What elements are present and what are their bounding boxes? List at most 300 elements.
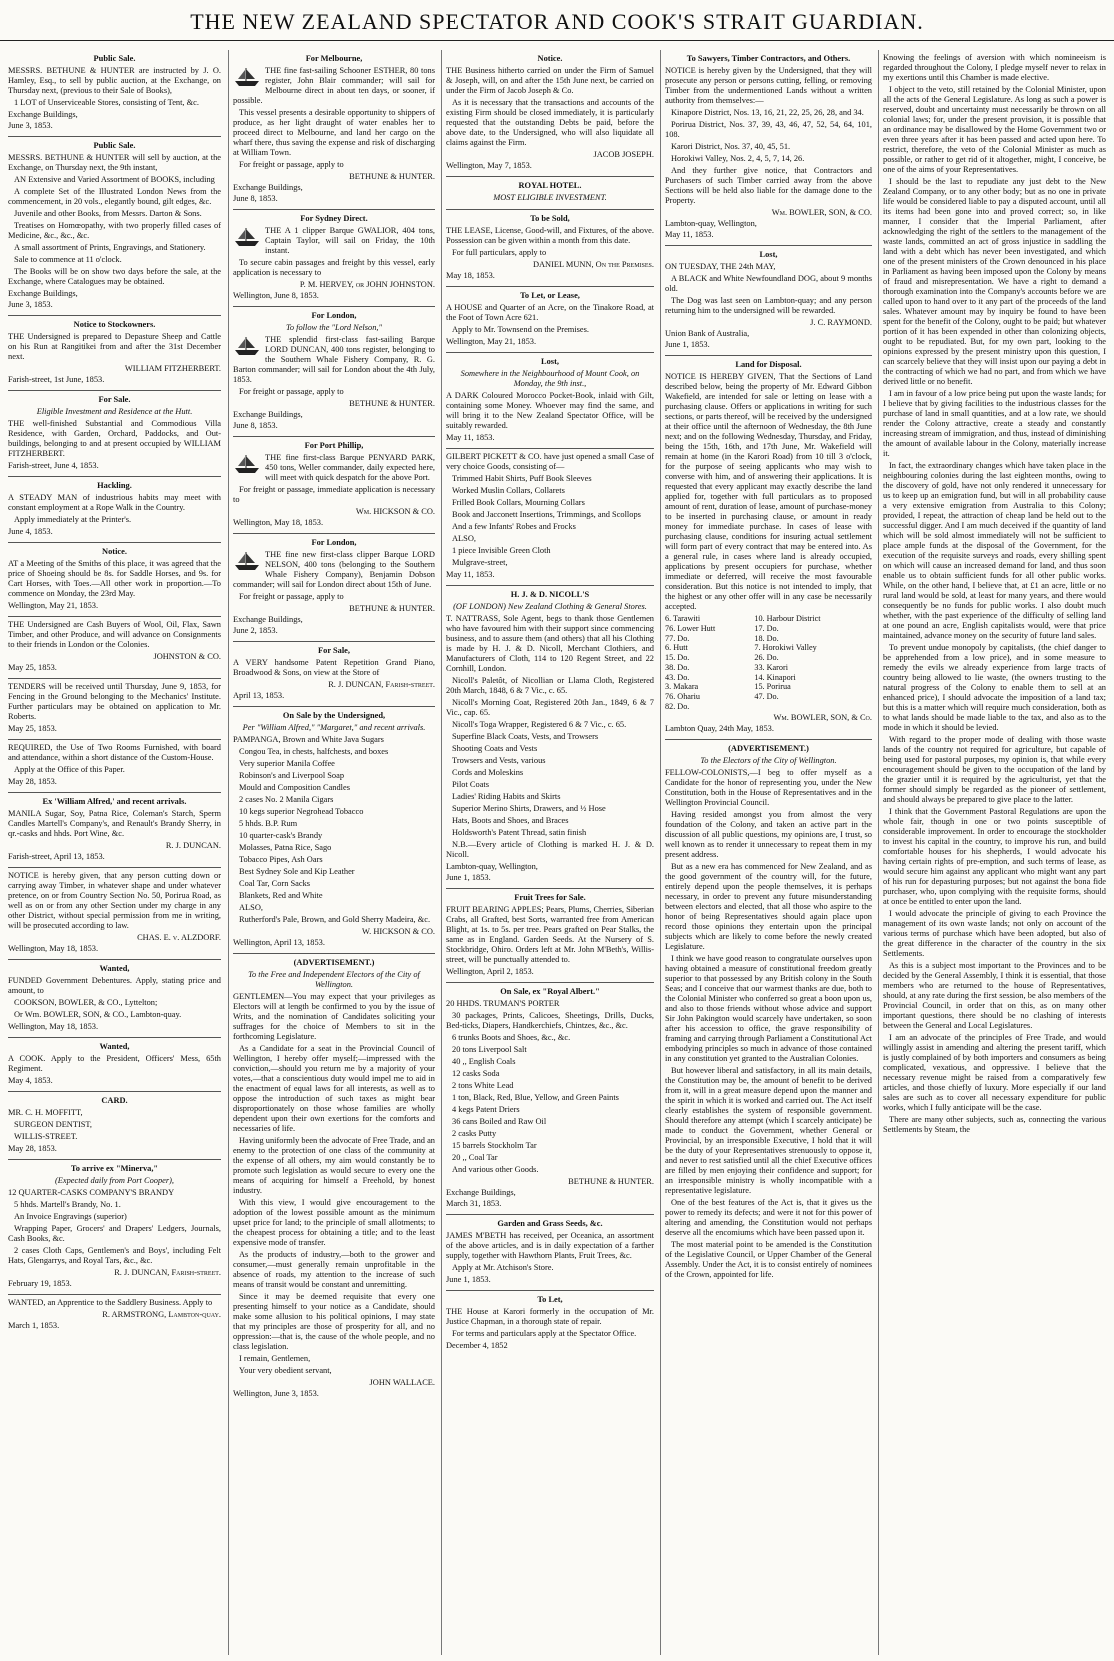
advertisement xyxy=(8,316,221,391)
ad-paragraph: Juvenile and other Books, from Messrs. Darton & Sons. xyxy=(14,209,202,218)
ad-dateline: Wellington, May 18, 1853. xyxy=(233,518,324,527)
advertisement xyxy=(233,307,435,437)
ad-paragraph: Rutherford's Pale, Brown, and Gold Sherry Madeira, &c. xyxy=(239,915,431,924)
advertisement xyxy=(8,391,221,477)
ad-paragraph: FRUIT BEARING APPLES; Pears, Plums, Cherries, Siberian Crabs, all Grafted, best Sorts, warranted free from American Blight, at 1s. to 5s. per tree. Pears grafted on Pear Stalks, the same as in England. Garden Seeds. At the Nursery of S. Stockbridge, Ohiro. Orders left at Mr. John M'Beth's, Willis-street, will be punctually attended to. xyxy=(446,905,654,964)
ad-heading: (ADVERTISEMENT.) xyxy=(293,958,375,967)
ad-paragraph: 4 kegs Patent Driers xyxy=(452,1105,520,1114)
ad-paragraph: FELLOW-COLONISTS,—I beg to offer myself as a Candidate for the honor of representing you, under the New Constitution, both in the House of Representatives and in the Wellington Provincial Council. xyxy=(665,767,872,807)
ad-paragraph: THE A 1 clipper Barque GWALIOR, 404 tons, Captain Taylor, will sail on Friday, the 10th instant. xyxy=(265,226,435,255)
section-cell: 10. Harbour District xyxy=(754,614,821,623)
section-cell: 6. Hutt xyxy=(665,643,688,653)
ad-paragraph: With this view, I would give encouragement to the adoption of the lowest possible amount as the minimum upset price for land; to the principle of small allotments; to the cheapest process for obtaining a title; and to the least expensive mode of transfer. xyxy=(233,1198,435,1247)
column-1 xyxy=(4,50,225,1655)
ad-dateline: May 28, 1853. xyxy=(8,777,57,786)
ad-heading: Notice to Stockowners. xyxy=(73,320,156,329)
ad-paragraph: AN Extensive and Varied Assortment of BOOKS, including xyxy=(14,175,215,184)
ad-paragraph: Sale to commence at 11 o'clock. xyxy=(14,255,122,264)
ad-paragraph: 2 cases No. 2 Manila Cigars xyxy=(239,795,334,804)
ad-subheading: To the Electors of the City of Wellington. xyxy=(700,755,837,765)
ad-dateline: Lambton-quay, Wellington, xyxy=(446,862,538,871)
ad-dateline: June 1, 1853. xyxy=(446,873,491,882)
ad-paragraph: Mulgrave-street, xyxy=(452,558,508,567)
ad-dateline: Exchange Buildings, xyxy=(8,289,78,298)
ad-paragraph: To prevent undue monopoly by capitalists, (the chief danger to be apprehended from a low price), and in some measure to remedy the evils we already experience from large tracts of country being allowed to lie waste, (the owners trusting to the natural progress of the Colony to enable them to sell at an enhanced price), I should advocate the imposition of a land tax; but this is a matter which will require much consideration, both as to what lands should be made liable to the tax, and also as to the mode in which it should be levied. xyxy=(883,643,1106,732)
ad-paragraph: NOTICE is hereby given, that any person cutting down or carrying away Timber, in whatever shape and under whatever pretence, on or from Country Section No. 50, Porirua Road, as well as on or from any other Section under my charge in any other District, without special permission from me in writing, will be prosecuted according to law. xyxy=(8,871,221,930)
ad-paragraph: Shooting Coats and Vests xyxy=(452,744,538,753)
advertisement xyxy=(8,137,221,316)
ad-paragraph: With regard to the proper mode of dealing with those waste lands of the country not required for agriculture, but capable of being used for pastoral purposes, my opinion is, that while every encouragement should be given to the occupation of the land by the grazier until it is required by the agriculturist, yet that the former should simply be regarded as the pioneer of settlement, and should always be prepared to give place to the latter. xyxy=(883,735,1106,804)
advertisement xyxy=(883,50,1106,1141)
ad-paragraph: WILLIS-STREET. xyxy=(14,1132,78,1141)
advertisement xyxy=(8,679,221,740)
sections-row xyxy=(665,682,872,692)
ad-heading: On Sale by the Undersigned, xyxy=(282,711,386,720)
ad-paragraph: 5 hhds. Martell's Brandy, No. 1. xyxy=(14,1200,121,1209)
ad-paragraph: I think we have good reason to congratulate ourselves upon having obtained a measure of constitutional freedom greatly superior to that possessed by any British colony in the South Seas; and I conceive that our warmest thanks are due, both to the Colonial Minister who conferred so great a boon upon us, and also to those friends without whose advice and support Sir John Pakington would scarcely have undertaken, so soon after his accession to office, the grave responsibility of framing and carrying through Parliament a Constitutional Act embodying principles so much in advance of those contained in any constitution yet granted to the Australian Colonies. xyxy=(665,953,872,1063)
ad-signature: BETHUNE & HUNTER. xyxy=(349,399,435,408)
advertisement xyxy=(8,1092,221,1160)
ad-dateline: March 1, 1853. xyxy=(8,1321,60,1330)
sections-row xyxy=(665,673,872,683)
ad-dateline: Wellington, May 21, 1853. xyxy=(446,337,537,346)
column-5 xyxy=(878,50,1110,1655)
ad-paragraph: Nicoll's Toga Wrapper, Registered 6 & 7 Vic., c. 65. xyxy=(452,720,627,729)
ad-heading: Ex 'William Alfred,' and recent arrivals. xyxy=(42,797,187,806)
ad-heading: (ADVERTISEMENT.) xyxy=(728,743,809,753)
ad-dateline: Union Bank of Australia, xyxy=(665,329,750,338)
ad-dateline: Exchange Buildings, xyxy=(233,410,303,419)
ad-heading: Notice. xyxy=(537,54,563,63)
ad-paragraph: 40 ,, English Coals xyxy=(452,1057,516,1066)
advertisement xyxy=(8,1038,221,1092)
ad-heading: For London, xyxy=(311,311,357,320)
ad-paragraph: ON TUESDAY, THE 24th MAY, xyxy=(665,262,776,271)
ad-signature: WILLIAM FITZHERBERT. xyxy=(124,364,221,373)
ad-signature: P. M. HERVEY, or JOHN JOHNSTON. xyxy=(299,280,435,289)
advertisement xyxy=(446,983,654,1215)
advertisement xyxy=(446,586,654,889)
ad-paragraph: Nicoll's Morning Coat, Registered 20th Jan., 1849, 6 & 7 Vic., cap. 65. xyxy=(446,698,654,717)
ad-paragraph: 1 ton, Black, Red, Blue, Yellow, and Green Paints xyxy=(452,1093,619,1102)
ad-paragraph: Horokiwi Valley, Nos. 2, 4, 5, 7, 14, 26. xyxy=(671,154,805,163)
ad-paragraph: As it is necessary that the transactions and accounts of the existing Firm should be closed immediately, it is particularly requested that the outstanding Debts be paid, before the above date, to the Undersigned, who will also liquidate all claims against the Firm. xyxy=(446,98,654,147)
section-cell: 15. Do. xyxy=(665,653,690,662)
ad-paragraph: For freight or passage, apply to xyxy=(239,387,344,396)
ad-paragraph: Molasses, Patna Rice, Sago xyxy=(239,843,332,852)
section-cell: 3. Makara xyxy=(665,682,699,692)
ad-paragraph: THE fine first-class Barque PENYARD PARK, 450 tons, Weller commander, daily expected here, will meet with quick despatch for the above Port. xyxy=(265,453,435,482)
ad-paragraph: ALSO, xyxy=(452,534,476,543)
ad-paragraph: Nicoll's Paletôt, of Nicollian or Llama Cloth, Registered 20th March, 1848, 6 & 7 Vic., c. 65. xyxy=(446,676,654,695)
ad-heading: Fruit Trees for Sale. xyxy=(514,893,586,902)
advertisement xyxy=(8,868,221,960)
ad-heading: Public Sale. xyxy=(93,54,136,63)
advertisement xyxy=(446,889,654,983)
advertisement xyxy=(665,740,872,1286)
ad-dateline: May 18, 1853. xyxy=(446,271,495,280)
ad-paragraph: THE splendid first-class fast-sailing Barque LORD DUNCAN, 400 tons register, belonging to the Southern Whale Fishery Company, R. G. Barton commander; will sail for London about the 4th July, 1853. xyxy=(233,335,435,384)
ad-subheading: To the Free and Independent Electors of the City of Wellington. xyxy=(248,970,420,989)
advertisement xyxy=(233,437,435,534)
ad-paragraph: Trimmed Habit Shirts, Puff Book Sleeves xyxy=(452,474,592,483)
ad-paragraph: I think that the Government Pastoral Regulations are upon the whole fair, though in one or two points susceptible of considerable improvement. In order to encourage the stockholder to invest his capital in the country, to improve his run, and build comfortable houses for his shepherds, I would advocate his having certain rights of pre-emption, and such terms of lease, as would secure him against any applicant who might want any part of his run for depasturing purposes; but not against the bona fide purchaser, who, upon complying with the requisite forms, should at once be entitled to enter upon the land. xyxy=(883,807,1106,906)
ad-paragraph: I am an advocate of the principles of Free Trade, and would willingly assist in amending and altering the present tariff, which is justly complained of by both importers and consumers as being complicated, vexatious, and oppressive. I believe that the necessary revenue might be raised from a comparatively few articles, and those chiefly of luxury. More especially if our land sales are such as to cover all necessary expenditure for public works, which I fully anticipate will be the case. xyxy=(883,1033,1106,1112)
ad-signature: BETHUNE & HUNTER. xyxy=(568,1177,654,1186)
ad-paragraph: One of the best features of the Act is, that it gives us the power to remedy its defects; and were it not for this power of altering and amending, the Constitution would not perhaps deserve all the encomiums which have been passed upon it. xyxy=(665,1197,872,1237)
ad-dateline: June 2, 1853. xyxy=(233,626,278,635)
ad-heading: To be Sold, xyxy=(530,214,570,223)
ad-paragraph: Mould and Composition Candles xyxy=(239,783,350,792)
ad-heading: H. J. & D. NICOLL'S xyxy=(510,590,590,599)
ad-paragraph: As the products of industry,—both to the grower and consumer,—must generally remain unprofitable in the absence of roads, my attention to the increase of such means of transit would be constant and unremitting. xyxy=(233,1250,435,1289)
ad-paragraph: Book and Jacconett Insertions, Trimmings, and Scollops xyxy=(452,510,641,519)
ship-icon xyxy=(233,67,261,87)
advertisement xyxy=(446,177,654,210)
ad-paragraph: I remain, Gentlemen, xyxy=(239,1354,311,1363)
ship-icon xyxy=(233,227,261,247)
ad-paragraph: JAMES M'BETH has received, per Oceanica, an assortment of the above articles, and is in daily expectation of a farther supply, together with Hawthorn Plants, Fruit Trees, &c. xyxy=(446,1231,654,1260)
ad-dateline: Wellington, June 8, 1853. xyxy=(233,291,319,300)
ad-signature: R. J. DUNCAN. xyxy=(165,841,221,850)
ad-paragraph: For terms and particulars apply at the Spectator Office. xyxy=(452,1329,637,1338)
section-cell: 14. Kinapori xyxy=(754,672,796,682)
section-cell: 77. Do. xyxy=(665,633,690,643)
ad-dateline: May 4, 1853. xyxy=(8,1076,53,1085)
ad-dateline: May 11, 1853. xyxy=(665,230,714,239)
masthead xyxy=(0,0,1114,41)
advertisement xyxy=(446,287,654,353)
ad-paragraph: Kinapore District, Nos. 13, 16, 21, 22, 25, 26, 28, and 34. xyxy=(671,108,864,117)
ad-dateline: Wellington, May 18, 1853. xyxy=(8,1022,99,1031)
ad-dateline: June 4, 1853. xyxy=(8,527,53,536)
ad-heading: For Sale, xyxy=(318,646,350,655)
advertisement xyxy=(233,642,435,707)
ad-signature: R. ARMSTRONG, Lambton-quay. xyxy=(102,1310,221,1319)
ad-paragraph: MR. C. H. MOFFITT, xyxy=(8,1108,83,1117)
ad-paragraph: I object to the veto, still retained by the Colonial Minister, upon all the acts of the General Legislature. As long as such a power is reserved, doubt and uncertainty must necessarily be thrown on all colonial laws; for, under the present provision, it is possible that an ordinance may be disallowed by the Home Government two or even three years after it has been passed and acted upon here. To restrict, therefore, the veto of the Colonial Minister as much as possible, or rather to get rid of it altogether, might, I conceive, be one of the aims of your Representatives. xyxy=(883,85,1106,174)
ad-paragraph: THE Undersigned are Cash Buyers of Wool, Oil, Flax, Sawn Timber, and other Produce, and will advance on Consignments to their friends in London or the Colonies. xyxy=(8,620,221,649)
ad-paragraph: But as a new era has commenced for New Zealand, and as the good government of the country will, for the future, entirely depend upon the people themselves, it is perhaps necessary, in order to prevent any future misunderstanding between electors and elected, that all those who aspire to the honor of being Representatives should again place upon record those opinions they entertain upon the principal subjects which are likely to come before the newly created Legislature. xyxy=(665,861,872,951)
ad-paragraph: Apply to Mr. Townsend on the Premises. xyxy=(452,325,589,334)
ad-paragraph: The Books will be on show two days before the sale, at the Exchange, where Catalogues may be obtained. xyxy=(8,267,221,286)
ad-signature: DANIEL MUNN, On the Premises. xyxy=(532,260,654,269)
ad-dateline: Wellington, May 7, 1853. xyxy=(446,161,532,170)
ad-heading: Land for Disposal. xyxy=(735,360,802,369)
ad-dateline: Wellington, May 18, 1853. xyxy=(8,944,99,953)
ad-paragraph: 20 tons Liverpool Salt xyxy=(452,1045,527,1054)
ad-paragraph: 20 HHDS. TRUMAN'S PORTER xyxy=(446,999,560,1008)
ad-paragraph: Apply at Mr. Atchison's Store. xyxy=(452,1263,554,1272)
ad-paragraph: There are many other subjects, such as, connecting the various Settlements by Steam, the xyxy=(883,1115,1106,1134)
newspaper-title: THE NEW ZEALAND SPECTATOR AND COOK'S STRAIT GUARDIAN. xyxy=(190,9,924,34)
ad-paragraph: For freight or passage, apply to xyxy=(239,592,344,601)
ad-subheading: MOST ELIGIBLE INVESTMENT. xyxy=(493,193,607,202)
ad-dateline: June 1, 1853. xyxy=(665,340,710,349)
ad-paragraph: 2 cases Cloth Caps, Gentlemen's and Boys', including Felt Hats, Glengarrys, and Royal Tars, &c., &c. xyxy=(8,1246,221,1265)
section-cell: 18. Do. xyxy=(754,633,779,643)
ad-paragraph: THE well-finished Substantial and Commodious Villa Residence, with Garden, Orchard, Paddocks, and Out-buildings, belonging to and at present occupied by WILLIAM FITZHERBERT. xyxy=(8,419,221,458)
advertisement xyxy=(665,246,872,356)
advertisement xyxy=(233,707,435,954)
ship-icon xyxy=(233,551,261,571)
ad-dateline: May 25, 1853. xyxy=(8,724,57,733)
ad-paragraph: For freight or passage, apply to xyxy=(239,160,344,169)
ad-signature: R. J. DUNCAN, Farish-street. xyxy=(114,1268,221,1277)
column-4 xyxy=(660,50,876,1655)
ad-signature: Wm. BOWLER, SON, & Co. xyxy=(773,712,872,722)
ad-paragraph: Coal Tar, Corn Sacks xyxy=(239,879,311,888)
section-cell: 38. Do. xyxy=(665,662,690,672)
ad-dateline: Exchange Buildings, xyxy=(446,1188,516,1197)
ad-paragraph: Hats, Boots and Shoes, and Braces xyxy=(452,816,569,825)
ad-paragraph: I should be the last to repudiate any just debt to the New Zealand Company, or to any other body; but as no one in private life would be considered liable to pay a disputed account, until all its items had been gone into and proved correct; so, in like manner, I consider that the Imperial Parliament, after acknowledging the right of the settlers to the management of the waste lands, committed an act of gross injustice in saddling the land with a debt which has never been investigated, and which one of the present ministers of the Crown denounced in his place in Parliament as having been imposed upon the Colony by means of fraud and misrepresentation. We have a right to demand a thorough examination into the Company's accounts before we are called upon to hand over to it any part of the proceeds of the land sales. Whatever amount may by inquiry be found to have been spent for the benefit of the Colony, ought to be paid; but whatever portion of it has been expended in other than colonizing objects, ought to be repudiated. But, for my own part, looking to the opinions expressed by the present ministry upon this question, I can scarcely believe that they will insist upon our paying a debt in the contracting of which we had no part, and from which we have derived little or no benefit. xyxy=(883,177,1106,386)
ad-heading: For Melbourne, xyxy=(305,54,363,63)
advertisement xyxy=(8,1295,221,1336)
ad-subheading: To follow the "Lord Nelson," xyxy=(286,323,382,332)
ad-dateline: Wellington, June 3, 1853. xyxy=(233,1389,319,1398)
ship-icon xyxy=(233,454,261,474)
ad-paragraph: Apply at the Office of this Paper. xyxy=(14,765,125,774)
ad-paragraph: As a Candidate for a seat in the Provincial Council of Wellington, I hereby offer myself;—impressed with the conviction,—should you return me by a majority of your votes,—that a conscientious duty would impel me to aid in the enactment of equal laws for all interests, as well as to oppose the introduction of such taxes as might bear disproportionately on those whose families are wholly dependent upon their own exertions for the comforts and necessaries of life. xyxy=(233,1044,435,1133)
ad-paragraph: 2 tons White Lead xyxy=(452,1081,514,1090)
ad-dateline: June 3, 1853. xyxy=(8,300,53,309)
ad-signature: JOHN WALLACE. xyxy=(369,1378,435,1387)
ad-paragraph: This vessel presents a desirable opportunity to shippers of produce, as her light draught of water enables her to proceed direct to Melbourne, and land her cargo on the wharf there, thus saving the expense and risk of discharging at William Town. xyxy=(233,108,435,157)
ad-paragraph: Trowsers and Vests, various xyxy=(452,756,546,765)
ad-heading: Lost, xyxy=(759,250,778,259)
ad-dateline: May 28, 1853. xyxy=(8,1144,57,1153)
ad-dateline: June 8, 1853. xyxy=(233,421,278,430)
ad-signature: BETHUNE & HUNTER. xyxy=(349,172,435,181)
section-cell: 47. Do. xyxy=(754,692,779,701)
ad-dateline: June 8, 1853. xyxy=(233,194,278,203)
ad-paragraph: T. NATTRASS, Sole Agent, begs to thank those Gentlemen who have favoured him with their support since commencing business, and to assure them (and others) that all his Clothing is made by H. J. & D. Nicoll, Merchant Clothiers, and Manufacturers of Cloth, 114 to 120 Regent Street, and 22 Cornhill, London. xyxy=(446,614,654,673)
ad-subheading: Somewhere in the Neighbourhood of Mount Cook, on Monday, the 9th inst., xyxy=(460,369,640,388)
advertisement xyxy=(8,740,221,793)
advertisement xyxy=(665,50,872,246)
section-cell: 6. Tarawiti xyxy=(665,614,701,623)
ad-dateline: February 19, 1853. xyxy=(8,1279,72,1288)
ad-signature: R. J. DUNCAN, Farish-street. xyxy=(328,680,435,689)
section-cell: 76. Ohariu xyxy=(665,692,701,701)
ad-paragraph: GENTLEMEN—You may expect that your privileges as Electors will at length be confirmed to you by the issue of Writs, and the nomination of Candidates soliciting your suffrages for the choice of Members to sit in the forthcoming Legislature. xyxy=(233,992,435,1041)
ad-paragraph: And a few Infants' Robes and Frocks xyxy=(452,522,576,531)
ad-paragraph: ALSO, xyxy=(239,903,263,912)
ad-heading: Wanted, xyxy=(99,1042,130,1051)
sections-row xyxy=(665,692,872,702)
ad-paragraph: To secure cabin passages and freight by this vessel, early application is necessary to xyxy=(233,258,435,277)
ad-signature: JOHNSTON & CO. xyxy=(153,652,221,661)
ad-heading: For Sale. xyxy=(98,395,131,404)
advertisement xyxy=(8,543,221,617)
ad-heading: CARD. xyxy=(101,1096,128,1105)
ad-paragraph: Holdsworth's Patent Thread, satin finish xyxy=(452,828,587,837)
sections-row xyxy=(665,653,872,663)
ad-paragraph: Pilot Coats xyxy=(452,780,489,789)
ad-paragraph: Knowing the feelings of aversion with which nomineeism is regarded throughout the Colony, I pledge myself never to relax in my exertions until this Chamber is made elective. xyxy=(883,53,1106,82)
ad-heading: Wanted, xyxy=(99,964,130,973)
ad-paragraph: Karori District, Nos. 37, 40, 45, 51. xyxy=(671,142,791,151)
section-cell: 15. Porirua xyxy=(754,682,791,692)
advertisement xyxy=(8,477,221,543)
ad-paragraph: As this is a subject most important to the Provinces and to be decided by the General Assembly, I think it is essential, that those members who are returned to the house of Representatives, should, at any rate during the first session, be also members of the Provincial Council, in order that on this, as on many other important questions, there should be no clashing of interests between the General and Local Legislatures. xyxy=(883,961,1106,1030)
ad-signature: BETHUNE & HUNTER. xyxy=(349,604,435,613)
section-cell: 82. Do. xyxy=(665,701,690,711)
ad-paragraph: N.B.—Every article of Clothing is marked H. J. & D. Nicoll. xyxy=(446,840,654,859)
ad-dateline: March 31, 1853. xyxy=(446,1199,502,1208)
advertisement xyxy=(233,534,435,642)
ad-paragraph: In fact, the extraordinary changes which have taken place in the neighbouring colonies during the last eighteen months, owing to the discovery of gold, have not only rendered it unnecessary for us to keep up an emigration fund, but will in all probability cause a very extensive emigration from Australia to this Colony; provided, I repeat, the attraction of cheap land be held out to the successful digger. And I am much deceived if the quantity of land which will be sold almost immediately will not be sufficient to place ample funds at the disposal of the Government, for the execution of the requisite surveys and roads, every shilling spent on which will cause an increased demand for land, and thus soon enable us to obtain sufficient funds for all other public works. While, on the other hand, I believe that, at £1 an acre, little or no rural land would be sold, at least for many years, and there would consequently be no funds for public works. I also doubt much whether, with the past experience of the difficulty of selling land at one pound an acre, English capitalists would, were that price maintained, advance money on the security of future land sales. xyxy=(883,461,1106,640)
ad-paragraph: WANTED, an Apprentice to the Saddlery Business. Apply to xyxy=(8,1298,213,1307)
ad-heading: For Port Phillip, xyxy=(304,441,364,450)
ad-paragraph: 12 casks Soda xyxy=(452,1069,500,1078)
ad-signature: Wm. HICKSON & CO. xyxy=(355,507,435,516)
ad-dateline: Exchange Buildings, xyxy=(8,110,78,119)
section-cell: 26. Do. xyxy=(754,653,779,662)
ad-heading: Lost, xyxy=(541,357,559,366)
sections-row xyxy=(665,624,872,634)
ad-heading: To Let, or Lease, xyxy=(520,291,580,300)
ad-dateline: Farish-street, April 13, 1853. xyxy=(8,852,105,861)
ad-heading: Notice. xyxy=(102,547,127,556)
ad-subheading: (Expected daily from Port Cooper), xyxy=(54,1176,174,1185)
ad-dateline: Exchange Buildings, xyxy=(233,615,303,624)
ad-paragraph: For full particulars, apply to xyxy=(452,248,547,257)
ad-paragraph: NOTICE is hereby given by the Undersigned, that they will prosecute any person or persons cutting, felling, or removing Timber from the undermentioned Lands without a written authority from themselves:— xyxy=(665,66,872,105)
ad-dateline: Exchange Buildings, xyxy=(233,183,303,192)
ad-dateline: Farish-street, 1st June, 1853. xyxy=(8,375,105,384)
ad-dateline: June 1, 1853. xyxy=(446,1275,491,1284)
ad-subheading: Eligible Investment and Residence at the Hutt. xyxy=(36,407,193,416)
ad-dateline: December 4, 1852 xyxy=(446,1341,508,1350)
ad-paragraph: PAMPANGA, Brown and White Java Sugars xyxy=(233,735,384,744)
ad-paragraph: Having uniformly been the advocate of Free Trade, and an enemy to the protection of one class of the community at the expense of all others, my aim would constantly be to promote such legislation as would secure to every one the means of acquiring for himself a Freehold, by honest industry. xyxy=(233,1136,435,1195)
advertisement xyxy=(446,210,654,287)
ad-heading: ROYAL HOTEL. xyxy=(518,181,582,190)
ad-signature: Wm. BOWLER, SON, & CO. xyxy=(771,208,872,217)
ad-paragraph: Ladies' Riding Habits and Skirts xyxy=(452,792,561,801)
ad-paragraph: THE fine fast-sailing Schooner ESTHER, 80 tons register, John Blair commander; will sail for Melbourne direct in about ten days, or sooner, if possible. xyxy=(233,66,435,105)
ad-paragraph: TENDERS will be received until Thursday, June 9, 1853, for Fencing in the Ground belonging to the Mechanics' Institute. Further particulars may be obtained on application to Mr. Roberts. xyxy=(8,682,221,721)
ad-heading: Garden and Grass Seeds, &c. xyxy=(497,1219,603,1228)
ad-dateline: Wellington, May 21, 1853. xyxy=(8,601,99,610)
ad-heading: For London, xyxy=(311,538,357,547)
ad-paragraph: Porirua District, Nos. 37, 39, 43, 46, 47, 52, 54, 64, 101, 108. xyxy=(665,120,872,139)
ad-paragraph: The most material point to be amended is the Constitution of the Legislative Council, or Upper Chamber of the General Assembly. Under the Act, it is to consist entirely of nominees of the Crown, appointed for life. xyxy=(665,1239,872,1279)
section-cell: 33. Karori xyxy=(754,662,789,672)
advertisement xyxy=(8,1160,221,1295)
ad-paragraph: Superior Merino Shirts, Drawers, and ½ Hose xyxy=(452,804,606,813)
ad-dateline: Lambton Quay, 24th May, 1853. xyxy=(665,723,774,733)
ad-heading: To arrive ex "Minerva," xyxy=(70,1164,159,1173)
ad-dateline: May 11, 1853. xyxy=(446,570,495,579)
ad-signature: W. HICKSON & CO. xyxy=(362,927,435,936)
advertisement xyxy=(233,50,435,210)
advertisement xyxy=(233,954,435,1404)
ad-dateline: Wellington, April 13, 1853. xyxy=(233,938,325,947)
ad-paragraph: NOTICE IS HEREBY GIVEN, That the Sections of Land described below, being the property of Mr. Edward Gibbon Wakefield, are intended for sale or letting on lease with a purchasing clause. Offers or applications in writing for such sections, or parts thereof, will be received by the undersigned at their office until the afternoon of Wednesday, the 8th June next; and on the following Wednesday, Thursday, and Friday, being the 15th, 16th, and 17th June, Mr. Wakefield will remain at home (in the Karori Road) from 10 till 3 o'clock, for the purpose of seeing applicants who may wish to converse with him, and of answering their applications. It is requested that every applicant may exactly describe the land applied for, together with full particulars as to proposed amount of rent, duration of lease, amount of purchase-money to be inserted in purchasing clause, or amount in ready money for immediate purchase. In cases of lease with purchasing clause, conditions for insuring actual settlement will form part of every contract that may be entered into. As a general rule, in cases where land is already occupied, applications by present occupiers for purchase, whether immediate or deferred, will receive the most favourable consideration. But this notice is not intended to imply, that the highest or any other offer will in any case be necessarily accepted. xyxy=(665,372,872,611)
ad-paragraph: Treatises on Homœopathy, with two properly filled cases of Medicine, &c., &c., &c. xyxy=(8,221,221,240)
ad-paragraph: THE Business hitherto carried on under the Firm of Samuel & Joseph, will, on and after the 15th June next, be carried on under the Firm of Jacob Joseph & Co. xyxy=(446,66,654,95)
ad-paragraph: MESSRS. BETHUNE & HUNTER will sell by auction, at the Exchange, on Thursday next, the 9th instant, xyxy=(8,153,221,172)
ad-paragraph: A COOK. Apply to the President, Officers' Mess, 65th Regiment. xyxy=(8,1054,221,1073)
advertisement xyxy=(8,50,221,137)
advertisement xyxy=(665,356,872,740)
ad-paragraph: But however liberal and satisfactory, in all its main details, the Constitution may be, the amount of benefit to be derived from it, will in a great measure depend upon the manner and the spirit in which it is worked and carried out. The Act itself clearly establishes the system of responsible government. Should therefore any attempt (which I scarcely anticipate) be made to conduct the Government, whether General or Provincial, by an irresponsible Executive, I hold that it will be the duty of your Representatives strenuously to oppose it, and never to rest satisfied until all the chief Executive offices are filled by men enjoying their confidence and support; for an irresponsible ministry is wholly incompatible with a representative legislature. xyxy=(665,1065,872,1195)
ad-paragraph: I would advocate the principle of giving to each Province the management of its own waste lands; not only on account of the various terms of purchase which have been adopted, but also of the great difference in the character of the country in the six Settlements. xyxy=(883,909,1106,958)
ad-paragraph: A STEADY MAN of industrious habits may meet with constant employment at a Rope Walk in the Country. xyxy=(8,493,221,512)
ad-subheading: (OF LONDON) New Zealand Clothing & General Stores. xyxy=(453,602,647,611)
advertisement xyxy=(8,793,221,868)
advertisement xyxy=(233,210,435,307)
ad-paragraph: MANILA Sugar, Soy, Patna Rice, Coleman's Starch, Sperm Candles Martell's Company's, and Renault's Brandy Sherry, in qr.-casks and hhds. Port Wine, &c. xyxy=(8,809,221,838)
ad-paragraph: For freight or passage, immediate application is necessary to xyxy=(233,485,435,504)
ad-paragraph: A complete Set of the Illustrated London News from the commencement, in 20 vols., elegantly bound, gilt edges, &c. xyxy=(8,187,221,206)
ad-paragraph: The Dog was last seen on Lambton-quay; and any person returning him to the undersigned will be rewarded. xyxy=(665,296,872,315)
ad-paragraph: 12 QUARTER-CASKS COMPANY'S BRANDY xyxy=(8,1188,175,1197)
section-cell xyxy=(754,702,872,712)
ad-dateline: Wellington, April 2, 1853. xyxy=(446,967,534,976)
ad-paragraph: 1 LOT of Unserviceable Stores, consisting of Tent, &c. xyxy=(14,98,199,107)
ad-paragraph: A HOUSE and Quarter of an Acre, on the Tinakore Road, at the Foot of Town Acre 621. xyxy=(446,303,654,322)
ad-paragraph: Superfine Black Coats, Vests, and Trowsers xyxy=(452,732,599,741)
ad-paragraph: Very superior Manila Coffee xyxy=(239,759,335,768)
ad-paragraph: 20 ,, Coal Tar xyxy=(452,1153,498,1162)
ad-paragraph: Tobacco Pipes, Ash Oars xyxy=(239,855,323,864)
advertisement xyxy=(446,50,654,177)
ad-heading: Hackling. xyxy=(97,481,132,490)
column-3 xyxy=(441,50,658,1655)
ad-dateline: June 3, 1853. xyxy=(8,121,53,130)
advertisement xyxy=(8,960,221,1038)
ad-subheading: Per "William Alfred," "Margaret," and recent arrivals. xyxy=(242,723,426,732)
section-cell: 43. Do. xyxy=(665,672,690,682)
ad-paragraph: THE House at Karori formerly in the occupation of Mr. Justice Chapman, in a thorough state of repair. xyxy=(446,1307,654,1326)
ad-paragraph: 30 packages, Prints, Calicoes, Sheetings, Drills, Ducks, Bed-ticks, Diapers, Handkerchiefs, Chintzes, &c., &c. xyxy=(446,1011,654,1030)
advertisement xyxy=(446,353,654,449)
ad-paragraph: GILBERT PICKETT & CO. have just opened a small Case of very choice Goods, consisting of— xyxy=(446,452,654,471)
ad-signature: CHAS. E. v. ALZDORF. xyxy=(137,933,221,942)
ad-paragraph: 36 cans Boiled and Raw Oil xyxy=(452,1117,547,1126)
ad-heading: For Sydney Direct. xyxy=(300,214,368,223)
ad-paragraph: THE fine new first-class clipper Barque LORD NELSON, 400 tons (belonging to the Southern Whale Fishery Company), Benjamin Dobson commander; will sail for London direct about 15th of June. xyxy=(233,550,435,589)
ad-paragraph: Congou Tea, in chests, halfchests, and boxes xyxy=(239,747,389,756)
sections-row xyxy=(665,663,872,673)
ad-dateline: May 11, 1853. xyxy=(446,433,495,442)
ad-heading: To Sawyers, Timber Contractors, and Others. xyxy=(686,54,851,63)
ad-paragraph: I am in favour of a low price being put upon the waste lands; for I believe that by giving facilities to the industrious classes for the purchase of land in small quantities, and at a low rate, we should render the Colony attractive, create a steady and constantly increasing stream of immigration, and thus, instead of diminishing the amount of available labour in the Colony, materially increase it. xyxy=(883,389,1106,458)
ad-paragraph: Cords and Moleskins xyxy=(452,768,524,777)
ad-dateline: Farish-street, June 4, 1853. xyxy=(8,461,99,470)
ad-paragraph: An Invoice Engravings (superior) xyxy=(14,1212,127,1221)
ad-paragraph: Apply immediately at the Printer's. xyxy=(14,515,132,524)
sections-table xyxy=(665,614,872,712)
ad-paragraph: 6 trunks Boots and Shoes, &c., &c. xyxy=(452,1033,571,1042)
ad-paragraph: COOKSON, BOWLER, & CO., Lyttelton; xyxy=(14,998,158,1007)
ad-paragraph: Best Sydney Sole and Kip Leather xyxy=(239,867,355,876)
ad-paragraph: AT a Meeting of the Smiths of this place, it was agreed that the price of Shoeing should be 8s. for Saddle Horses, and 9s. for Cart Horses, with Toes.—All other work in proportion.—To commence on Monday, the 23rd May. xyxy=(8,559,221,598)
ad-dateline: May 25, 1853. xyxy=(8,663,57,672)
section-cell: 7. Horokiwi Valley xyxy=(754,643,817,653)
column-2 xyxy=(228,50,439,1655)
ad-paragraph: MESSRS. BETHUNE & HUNTER are instructed by J. O. Hamley, Esq., to sell by public auction, at the Exchange, on Thursday next, (previous to their Sale of Books), xyxy=(8,66,221,95)
ad-paragraph: THE LEASE, License, Good-will, and Fixtures, of the above. Possession can be given within a month from this date. xyxy=(446,226,654,245)
ad-paragraph: 10 kegs superior Negrohead Tobacco xyxy=(239,807,364,816)
advertisement xyxy=(446,1215,654,1291)
ad-heading: Public Sale. xyxy=(93,141,136,150)
ad-paragraph: And various other Goods. xyxy=(452,1165,539,1174)
